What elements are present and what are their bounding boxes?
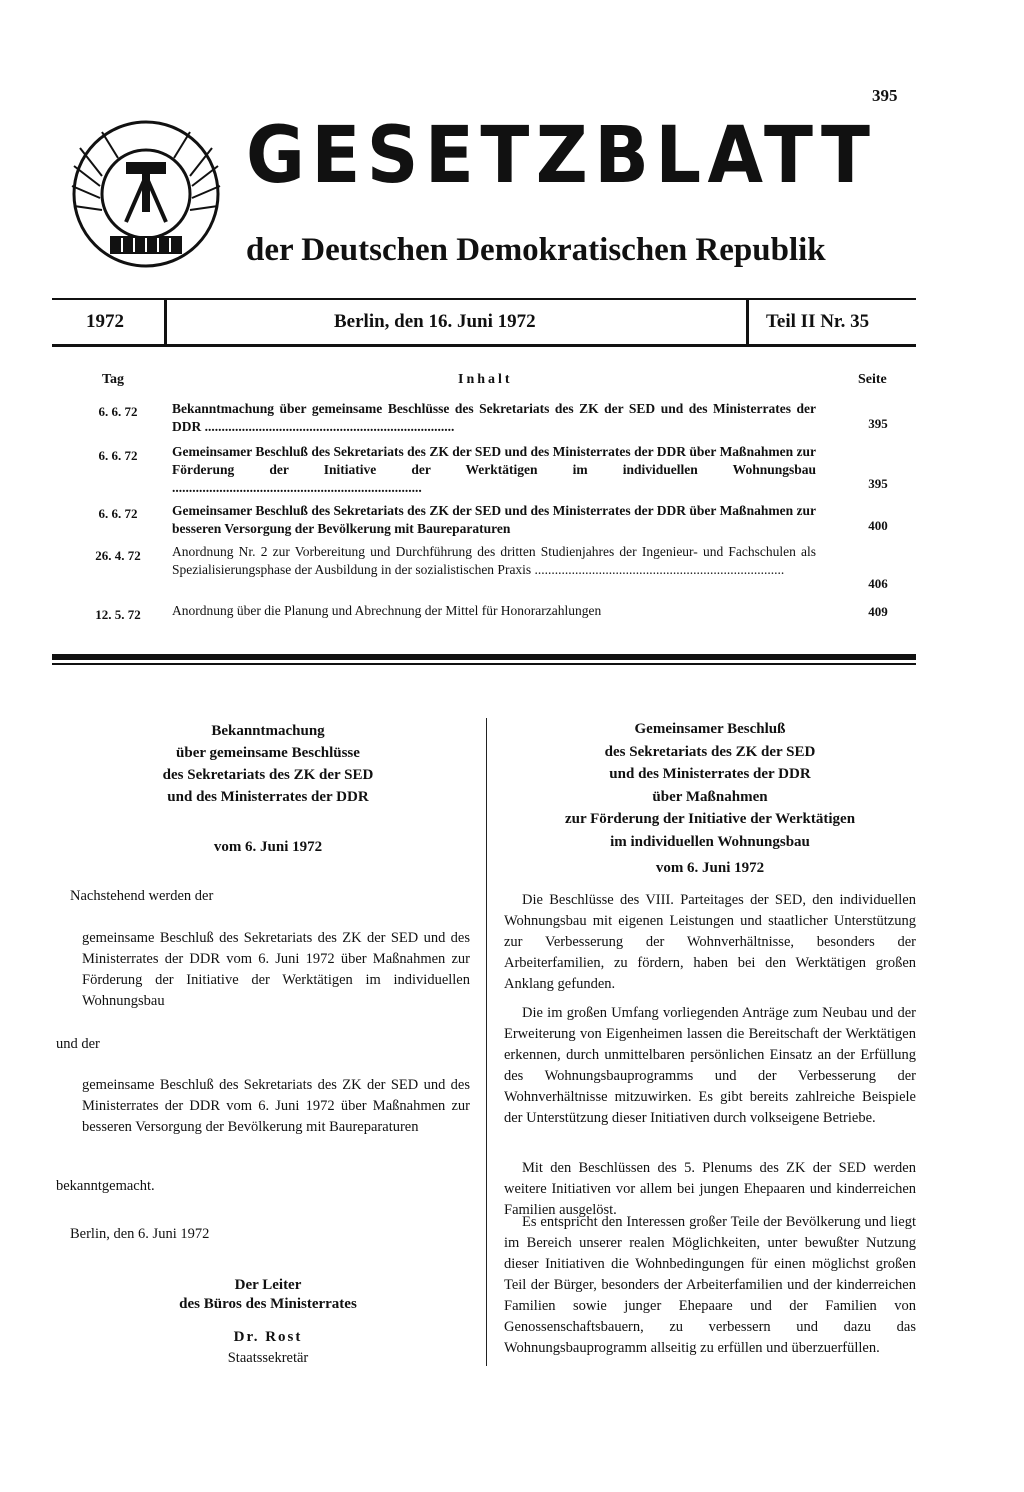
toc-entry-date: 6. 6. 72 xyxy=(98,404,138,419)
right-heading-line: Gemeinsamer Beschluß xyxy=(634,721,786,737)
masthead-subtitle: der Deutschen Demokratischen Republik xyxy=(246,232,826,268)
left-date: vom 6. Juni 1972 xyxy=(213,839,323,855)
toc-entry-date: 6. 6. 72 xyxy=(98,448,138,463)
right-paragraph: Es entspricht den Interessen großer Teile der Bevölkerung und liegt im Bereich unserer realen Möglichkeiten, unter bewußter Nutzung dieser Initiativen die Wohnbedingungen für einen möglichst großen Teil der Bürger, besonders der Arbeiterfamilien und der kinderreichen Familien sowie junger Ehepaare und der Familien von Genossenschaftsbauern, zu verbessern und dazu das Wohnungsbauprogramm allseitig zu erfüllen und überzuerfüllen. xyxy=(504,1214,916,1356)
toc-col-date: Tag xyxy=(102,372,125,387)
left-heading-line: über gemeinsame Beschlüsse xyxy=(176,745,360,761)
issue-year: 1972 xyxy=(86,311,124,332)
issue-part: Teil II Nr. 35 xyxy=(766,311,870,332)
header-bottom-rule xyxy=(52,344,916,347)
toc-entry-title: Anordnung über die Planung und Abrechnung der Mittel für Honorarzahlungen xyxy=(172,603,602,618)
toc-entry-title: Gemeinsamer Beschluß des Sekretariats des ZK der SED und des Ministerrates der DDR über Maßnahmen zur Förderung der Initiative der Werktätigen im individuellen Wohnungsbau .......................................................................... xyxy=(172,444,816,495)
right-heading-line: im individuellen Wohnungsbau xyxy=(610,833,810,850)
right-paragraph: Die im großen Umfang vorliegenden Anträge zum Neubau und der Erweiterung von Eigenheimen lassen die Bereitschaft der Werktätigen erkennen, durch unmittelbaren persönlichen Einsatz an der Erfüllung des Wohnungsbauprogramms und der Verbesserung der Wohnverhältnisse mitzuwirken. Es gibt bereits zahlreiche Beispiele der Unterstützung dieser Initiativen durch volkseigene Betriebe. xyxy=(504,1005,916,1126)
header-divider xyxy=(164,300,167,344)
right-date: vom 6. Juni 1972 xyxy=(655,860,765,876)
left-paragraph: bekanntgemacht. xyxy=(56,1178,155,1194)
right-heading xyxy=(504,718,916,853)
toc-entry-date: 12. 5. 72 xyxy=(95,607,141,622)
section-rule xyxy=(52,654,916,660)
masthead-title: GESETZBLATT xyxy=(246,111,877,201)
toc-entry-page: 395 xyxy=(868,476,888,491)
toc-entry-title: Gemeinsamer Beschluß des Sekretariats des ZK der SED und des Ministerrates der DDR über Maßnahmen zur besseren Versorgung der Bevölkerung mit Baureparaturen xyxy=(172,503,816,536)
toc-col-page: Seite xyxy=(858,372,887,387)
left-heading-line: und des Ministerrates der DDR xyxy=(167,789,369,805)
left-paragraph: gemeinsame Beschluß des Sekretariats des ZK der SED und des Ministerrates der DDR vom 6. Juni 1972 über Maßnahmen zur besseren Versorgung der Bevölkerung mit Baureparaturen xyxy=(82,1077,470,1135)
toc-entry-page: 400 xyxy=(868,518,888,533)
toc-entry-page: 409 xyxy=(868,604,888,619)
state-emblem-icon xyxy=(62,118,230,270)
toc-col-title: Inhalt xyxy=(458,372,513,387)
left-place-date: Berlin, den 6. Juni 1972 xyxy=(70,1226,210,1242)
left-heading-line: des Sekretariats des ZK der SED xyxy=(162,767,374,783)
toc-entry-title: Anordnung Nr. 2 zur Vorbereitung und Durchführung des dritten Studienjahres der Ingenieur- und Fachschulen als Spezialisierungsphase der Ausbildung in der sozialistischen Praxis .......................................................................... xyxy=(172,544,816,577)
right-heading-line: über Maßnahmen xyxy=(652,788,768,805)
header-top-rule xyxy=(52,298,916,300)
page-number: 395 xyxy=(872,86,898,105)
left-heading-line: Bekanntmachung xyxy=(211,723,325,739)
right-paragraph: Die Beschlüsse des VIII. Parteitages der SED, den individuellen Wohnungsbau mit eigenen Leistungen und staatlicher Unterstützung zur Verbesserung der Wohnverhältnisse, besonders der Arbeiterfamilien, zu fördern, haben bei den Werktätigen großen Anklang gefunden. xyxy=(504,892,916,992)
left-paragraph: Nachstehend werden der xyxy=(70,888,214,904)
toc-entry-page: 395 xyxy=(868,416,888,431)
signature-role: des Büros des Ministerrates xyxy=(179,1296,357,1312)
right-heading-line: des Sekretariats des ZK der SED xyxy=(604,743,816,760)
issue-place-date: Berlin, den 16. Juni 1972 xyxy=(334,311,536,332)
left-heading xyxy=(70,720,466,808)
column-divider xyxy=(486,718,487,1366)
signature-title: Staatssekretär xyxy=(227,1350,309,1366)
header-divider xyxy=(746,300,749,344)
toc-entry-page: 406 xyxy=(868,576,888,591)
left-paragraph: und der xyxy=(56,1036,100,1052)
right-paragraph: Mit den Beschlüssen des 5. Plenums des ZK der SED werden weitere Initiativen vor allem bei jungen Ehepaaren und kinderreichen Familien ausgelöst. xyxy=(504,1160,916,1218)
signature-role: Der Leiter xyxy=(234,1277,302,1293)
section-rule-thin xyxy=(52,663,916,665)
left-paragraph: gemeinsame Beschluß des Sekretariats des ZK der SED und des Ministerrates der DDR vom 6. Juni 1972 über Maßnahmen zur Förderung der Initiative der Werktätigen im individuellen Wohnungsbau xyxy=(82,930,470,1009)
signature-name: Dr. Rost xyxy=(233,1329,303,1345)
toc-entry-title: Bekanntmachung über gemeinsame Beschlüsse des Sekretariats des ZK der SED und des Ministerrates der DDR .......................................................................... xyxy=(172,401,816,434)
right-heading-line: und des Ministerrates der DDR xyxy=(609,766,811,782)
toc-entry-date: 26. 4. 72 xyxy=(95,548,141,563)
toc-entry-date: 6. 6. 72 xyxy=(98,506,138,521)
right-heading-line: zur Förderung der Initiative der Werktätigen xyxy=(564,811,856,827)
